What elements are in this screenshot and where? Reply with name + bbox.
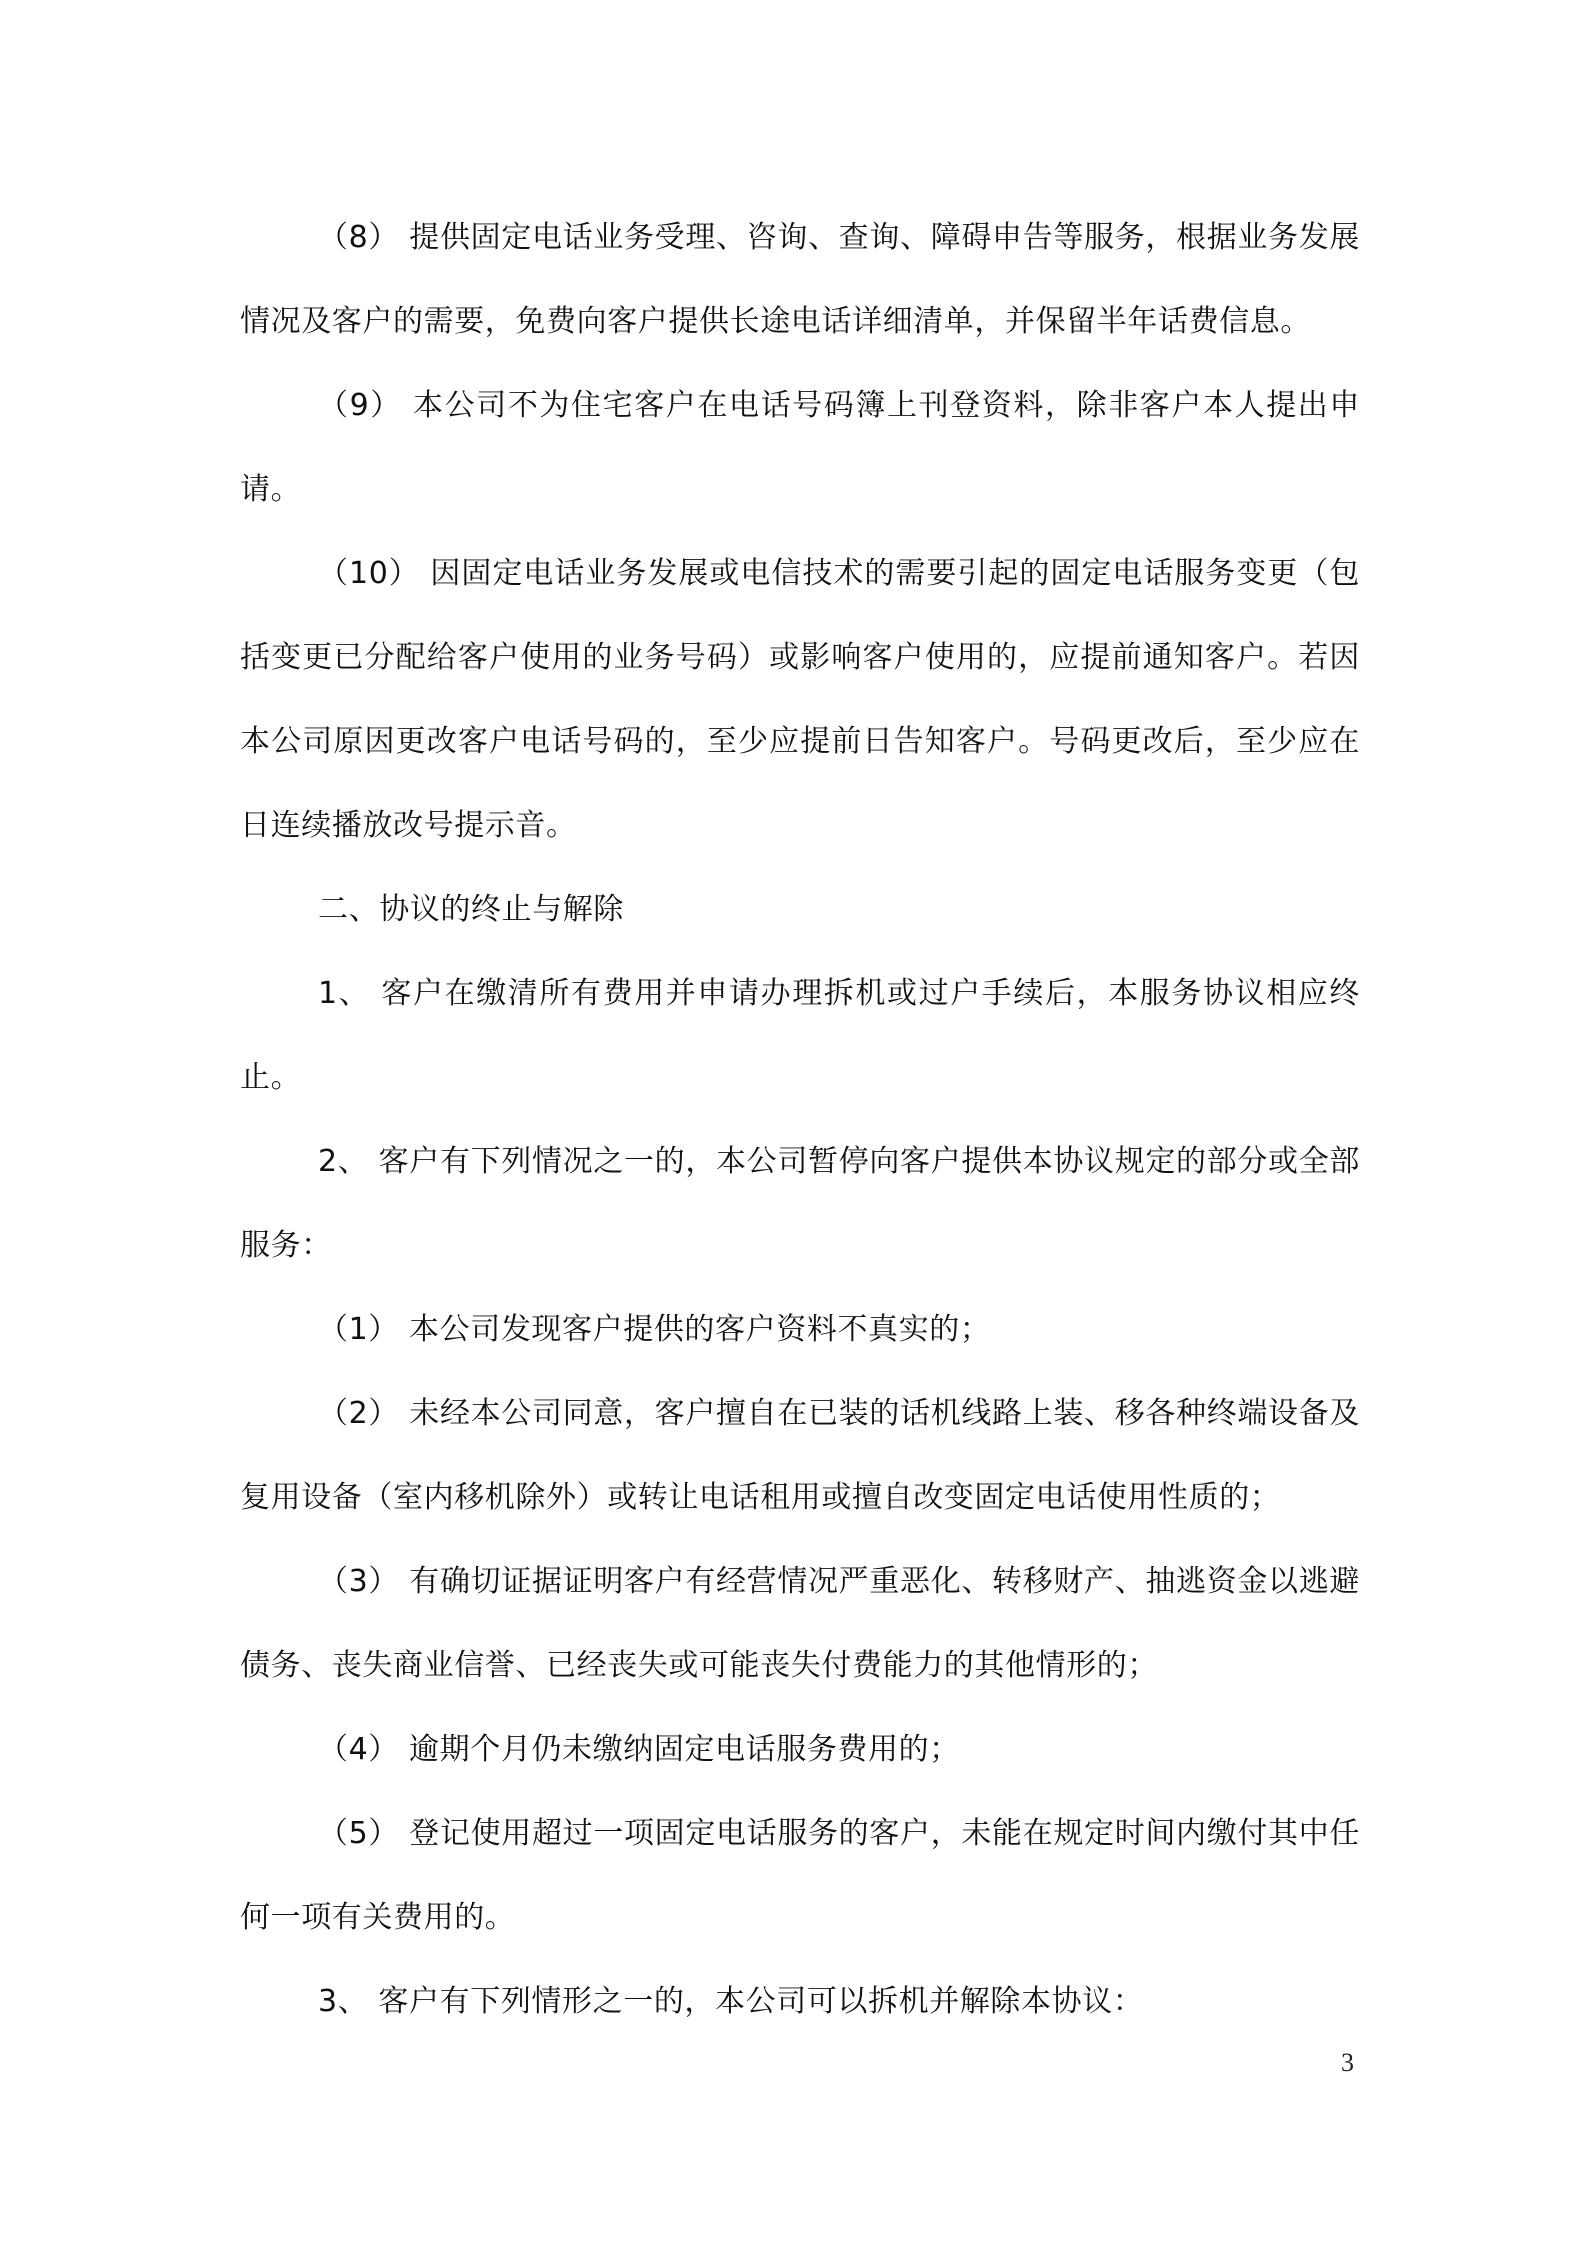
clause-9-paragraph: （9） 本公司不为住宅客户在电话号码簿上刊登资料，除非客户本人提出申请。: [240, 388, 1360, 507]
subclause-2-paragraph: （2） 未经本公司同意，客户擅自在已装的话机线路上装、移各种终端设备及复用设备（室内移机除外）或转让电话租用或擅自改变固定电话使用性质的；: [240, 1396, 1360, 1515]
item-3-paragraph: 3、 客户有下列情形之一的，本公司可以拆机并解除本协议：: [318, 1984, 1144, 2019]
section-heading: 二、协议的终止与解除: [318, 892, 624, 927]
page-number: 3: [1341, 2048, 1354, 2077]
clause-8-paragraph: （8） 提供固定电话业务受理、咨询、查询、障碍申告等服务，根据业务发展情况及客户的需要，免费向客户提供长途电话详细清单，并保留半年话费信息。: [240, 220, 1360, 339]
document-body: [240, 196, 1360, 2044]
subclause-5-paragraph: （5） 登记使用超过一项固定电话服务的客户，未能在规定时间内缴付其中任何一项有关费用的。: [240, 1816, 1360, 1935]
subclause-3-paragraph: （3） 有确切证据证明客户有经营情况严重恶化、转移财产、抽逃资金以逃避债务、丧失商业信誉、已经丧失或可能丧失付费能力的其他情形的；: [240, 1564, 1360, 1683]
item-2-paragraph: 2、 客户有下列情况之一的，本公司暂停向客户提供本协议规定的部分或全部服务：: [240, 1144, 1360, 1263]
subclause-4-paragraph: （4） 逾期个月仍未缴纳固定电话服务费用的；: [318, 1732, 960, 1767]
subclause-1-paragraph: （1） 本公司发现客户提供的客户资料不真实的；: [318, 1312, 991, 1347]
clause-10-paragraph: （10） 因固定电话业务发展或电信技术的需要引起的固定电话服务变更（包括变更已分配给客户使用的业务号码）或影响客户使用的，应提前通知客户。若因本公司原因更改客户电话号码的，至少应提前日告知客户。号码更改后，至少应在日连续播放改号提示音。: [240, 556, 1360, 843]
item-1-paragraph: 1、 客户在缴清所有费用并申请办理拆机或过户手续后，本服务协议相应终止。: [240, 976, 1360, 1095]
